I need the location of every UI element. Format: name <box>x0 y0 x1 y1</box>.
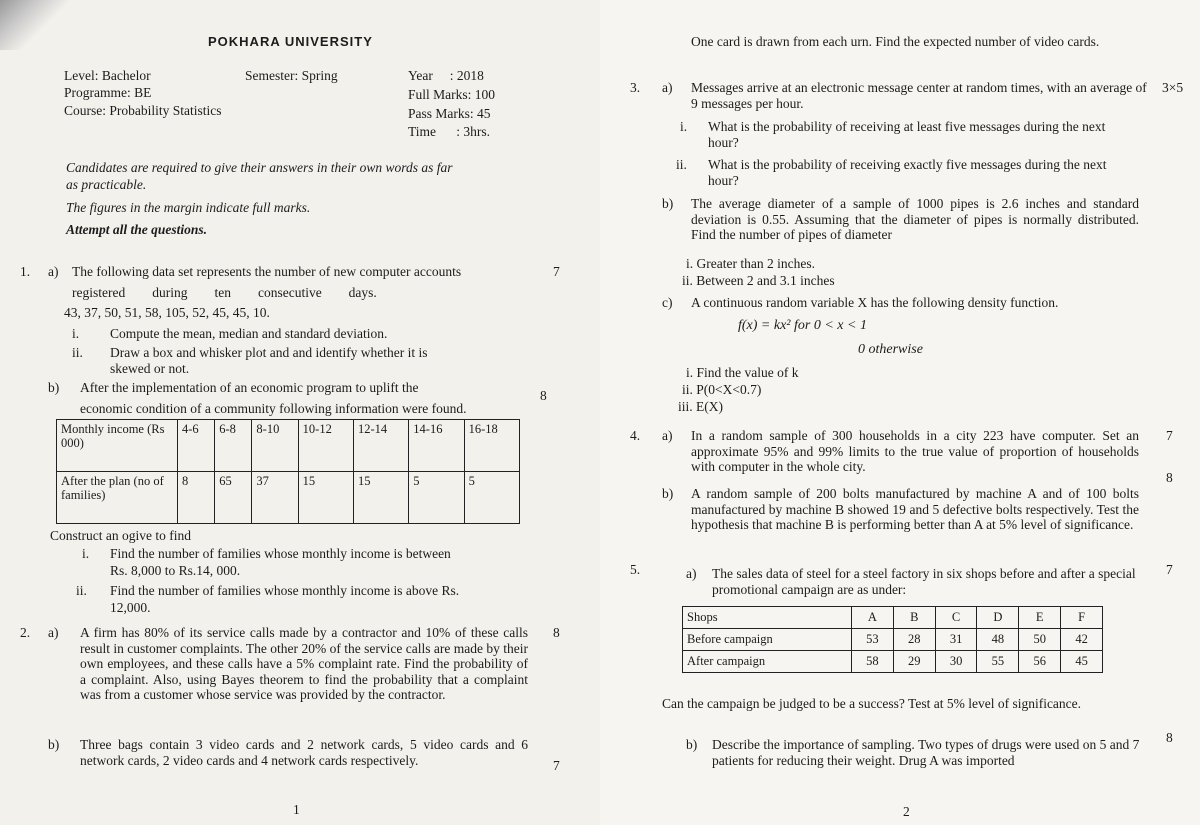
table-cell: 55 <box>977 651 1019 673</box>
ogive-i-text-1: Find the number of families whose monthly income is between <box>110 546 451 561</box>
table-cell: 65 <box>215 472 252 524</box>
table-cell: 12-14 <box>353 420 408 472</box>
q5a-text: The sales data of steel for a steel factory in six shops before and after a special promotional campaign are as under: <box>712 566 1136 597</box>
q3ii-label: ii. <box>676 157 687 172</box>
q4a-text: In a random sample of 300 households in a city 223 have computer. Set an approximate 95% and 99% limits to the true value of proportion of households with computer in the whole city. <box>691 428 1139 474</box>
q3b-text: The average diameter of a sample of 1000 pipes is 2.6 inches and standard deviation is 0.55. Assuming that the diameter of pipes is normally distributed. Find the number of pipes of diameter <box>691 196 1139 242</box>
q1b-mark: 8 <box>540 388 547 403</box>
q2b-mark: 7 <box>553 758 560 773</box>
q1i-label: i. <box>72 326 80 341</box>
table-cell: 28 <box>893 629 935 651</box>
table-cell: 15 <box>353 472 408 524</box>
table-cell: Before campaign <box>683 629 852 651</box>
table-cell: 50 <box>1019 629 1061 651</box>
q5a-label: a) <box>686 566 697 581</box>
table-cell: 16-18 <box>464 420 519 472</box>
table-cell: 15 <box>298 472 353 524</box>
table-cell: D <box>977 607 1019 629</box>
q5b-mark: 8 <box>1166 730 1173 745</box>
table-cell: 37 <box>252 472 298 524</box>
q3c-text: A continuous random variable X has the following density function. <box>691 295 1059 310</box>
table-cell: A <box>852 607 894 629</box>
q1b-text-2: economic condition of a community following information were found. <box>80 401 467 416</box>
ogive-i-text-2: Rs. 8,000 to Rs.14, 000. <box>110 563 241 578</box>
density-function: f(x) = kx² for 0 < x < 1 <box>738 318 867 333</box>
table-cell: 5 <box>464 472 519 524</box>
table-row <box>57 420 520 472</box>
table-cell: 14-16 <box>409 420 464 472</box>
table-cell: Monthly income (Rs 000) <box>57 420 178 472</box>
q3a-label: a) <box>662 80 673 95</box>
table-cell: After campaign <box>683 651 852 673</box>
table-cell: Shops <box>683 607 852 629</box>
table-cell: 6-8 <box>215 420 252 472</box>
q4a-mark: 7 <box>1166 428 1173 443</box>
q1a-mark: 7 <box>553 264 560 279</box>
table-cell: After the plan (no of families) <box>57 472 178 524</box>
table-cell: 48 <box>977 629 1019 651</box>
q3i-text: What is the probability of receiving at least five messages during the next hour? <box>708 119 1106 150</box>
q2a-text: A firm has 80% of its service calls made by a contractor and 10% of these calls result in customer complaints. The other 20% of the service calls are made by their own employees, and these calls have a 5% complaint rate. Find the probability of a complaint. Also, using Bayes theorem to find the probability that a complaint was from a customer whose service was provided by the contractor. <box>80 625 528 702</box>
q4a-label: a) <box>662 428 673 443</box>
table-cell: 8 <box>178 472 215 524</box>
q5b-text: Describe the importance of sampling. Two types of drugs were used on 5 and 7 patients for reducing their weight. Drug A was imported <box>712 737 1140 768</box>
instruction-3: The figures in the margin indicate full marks. <box>66 200 311 215</box>
q3i-label: i. <box>680 119 688 134</box>
q1a-data: 43, 37, 50, 51, 58, 105, 52, 45, 45, 10. <box>64 305 270 320</box>
course: Course: Probability Statistics <box>64 103 222 118</box>
q3c-iii: iii. E(X) <box>678 399 723 414</box>
table-cell: 8-10 <box>252 420 298 472</box>
q3a-text: Messages arrive at an electronic message center at random times, with an average of 9 messages per hour. <box>691 80 1147 111</box>
q1b-label: b) <box>48 380 60 395</box>
q3c-ii: ii. P(0<X<0.7) <box>682 382 762 397</box>
year: Year : 2018 <box>408 68 484 83</box>
q1i-text: Compute the mean, median and standard deviation. <box>110 326 388 341</box>
table-cell: F <box>1061 607 1103 629</box>
page-2 <box>600 0 1200 825</box>
q1ii-text-1: Draw a box and whisker plot and and identify whether it is <box>110 345 428 360</box>
table-row <box>683 607 1103 629</box>
q2a-mark: 8 <box>553 625 560 640</box>
q3c-label: c) <box>662 295 673 310</box>
q4b-text: A random sample of 200 bolts manufactured by machine A and of 100 bolts manufactured by machine B showed 19 and 5 defective bolts respectively. Test the hypothesis that machine B is performing better than A at 5% level of significance. <box>691 486 1139 532</box>
income-table <box>56 419 520 524</box>
level: Level: Bachelor <box>64 68 151 83</box>
folded-corner <box>0 0 70 50</box>
semester: Semester: Spring <box>245 68 338 83</box>
page-number-1: 1 <box>293 802 300 817</box>
table-cell: 30 <box>935 651 977 673</box>
ogive-ii-text-2: 12,000. <box>110 600 151 615</box>
q1a-text-1: The following data set represents the number of new computer accounts <box>72 264 462 279</box>
q5-number: 5. <box>630 562 641 577</box>
ogive-i-label: i. <box>82 546 90 561</box>
q4-number: 4. <box>630 428 641 443</box>
q5a-conclusion: Can the campaign be judged to be a success? Test at 5% level of significance. <box>662 696 1082 711</box>
q5a-mark: 7 <box>1166 562 1173 577</box>
q3b-ii: ii. Between 2 and 3.1 inches <box>682 273 835 288</box>
table-cell: 42 <box>1061 629 1103 651</box>
q3b-label: b) <box>662 196 674 211</box>
page-number-2: 2 <box>903 804 910 819</box>
university-title: POKHARA UNIVERSITY <box>208 34 373 49</box>
table-cell: C <box>935 607 977 629</box>
q4b-label: b) <box>662 486 674 501</box>
q3c-i: i. Find the value of k <box>686 365 799 380</box>
instruction-2: as practicable. <box>66 177 147 192</box>
programme: Programme: BE <box>64 85 152 100</box>
q1ii-text-2: skewed or not. <box>110 361 190 376</box>
q3b-i: i. Greater than 2 inches. <box>686 256 815 271</box>
pass-marks: Pass Marks: 45 <box>408 106 491 121</box>
sales-table <box>682 606 1103 673</box>
full-marks: Full Marks: 100 <box>408 87 496 102</box>
q2b-label: b) <box>48 737 60 752</box>
table-cell: 56 <box>1019 651 1061 673</box>
q2a-label: a) <box>48 625 59 640</box>
q3ii-text: What is the probability of receiving exactly five messages during the next hour? <box>708 157 1107 188</box>
ogive-ii-label: ii. <box>76 583 87 598</box>
q5b-label: b) <box>686 737 698 752</box>
table-cell: 29 <box>893 651 935 673</box>
table-row <box>683 651 1103 673</box>
instruction-1: Candidates are required to give their answers in their own words as far <box>66 160 453 175</box>
table-cell: 10-12 <box>298 420 353 472</box>
density-otherwise: 0 otherwise <box>858 342 923 357</box>
table-row <box>57 472 520 524</box>
table-cell: 58 <box>852 651 894 673</box>
table-cell: 31 <box>935 629 977 651</box>
table-cell: 53 <box>852 629 894 651</box>
q1ii-label: ii. <box>72 345 83 360</box>
q1a-text-2: registered during ten consecutive days. <box>72 285 377 300</box>
ogive-text: Construct an ogive to find <box>50 528 191 543</box>
q1-number: 1. <box>20 264 31 279</box>
q3a-mark: 3×5 <box>1162 80 1184 95</box>
ogive-ii-text-1: Find the number of families whose monthly income is above Rs. <box>110 583 460 598</box>
q2-number: 2. <box>20 625 31 640</box>
q1a-label: a) <box>48 264 59 279</box>
q2b-text: Three bags contain 3 video cards and 2 network cards, 5 video cards and 6 network cards, 2 video cards and 4 network cards respectively. <box>80 737 528 768</box>
table-cell: E <box>1019 607 1061 629</box>
table-cell: 45 <box>1061 651 1103 673</box>
q3-number: 3. <box>630 80 641 95</box>
table-cell: 5 <box>409 472 464 524</box>
table-row <box>683 629 1103 651</box>
time: Time : 3hrs. <box>408 124 491 139</box>
table-cell: 4-6 <box>178 420 215 472</box>
q1b-text-1: After the implementation of an economic program to uplift the <box>80 380 419 395</box>
instruction-4: Attempt all the questions. <box>66 222 208 237</box>
continuation-text: One card is drawn from each urn. Find the expected number of video cards. <box>691 34 1100 49</box>
q4b-mark: 8 <box>1166 470 1173 485</box>
table-cell: B <box>893 607 935 629</box>
